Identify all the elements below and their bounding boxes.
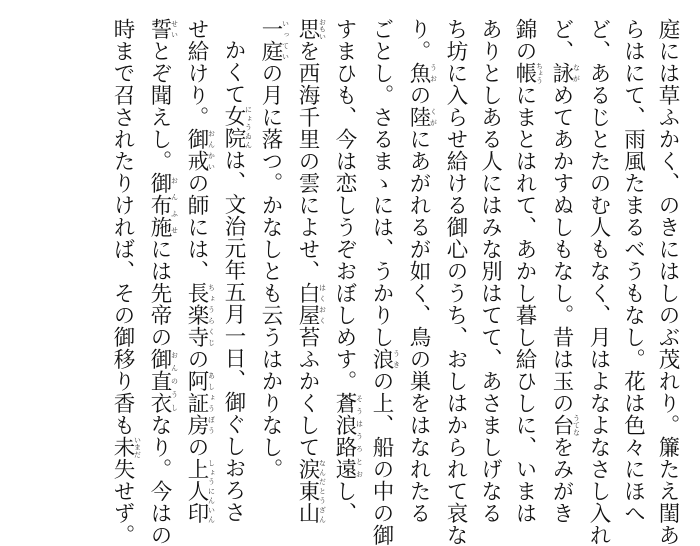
furigana-reading: うお — [429, 62, 438, 84]
text-column — [472, 18, 507, 524]
text-run: の師には、 — [184, 172, 209, 282]
ruby-base-text: 阿証房 — [184, 370, 209, 436]
text-run: 失せず。 — [110, 458, 135, 546]
furigana-reading: なんだとうざん — [318, 458, 327, 524]
ruby-base-text: 上人印 — [184, 458, 209, 524]
ruby-annotated-word — [258, 18, 290, 62]
ruby-annotated-word — [369, 348, 401, 370]
text-run: をみがき — [549, 436, 574, 524]
ruby-base-text: 詠 — [549, 62, 574, 84]
text-run: ち坊に入らせ給ける御心のうち、おしはかられて哀な — [443, 18, 468, 546]
ruby-annotated-word — [406, 106, 438, 128]
ruby-base-text: 思 — [295, 18, 320, 40]
ruby-annotated-word — [512, 62, 544, 84]
ruby-annotated-word — [147, 348, 179, 414]
text-column — [142, 18, 179, 546]
ruby-base-text: 浪 — [369, 348, 394, 370]
ruby-base-text: 陸 — [406, 106, 431, 128]
vertical-text-body — [16, 18, 684, 546]
ruby-annotated-word — [295, 282, 327, 326]
text-column — [216, 18, 253, 523]
text-column — [650, 18, 685, 546]
furigana-reading: ちょうらくじ — [207, 282, 216, 348]
text-column — [253, 18, 290, 482]
text-column — [327, 18, 364, 524]
text-run: 時まで召されたりければ、その御移り香も — [110, 18, 135, 436]
ruby-base-text: 白屋 — [295, 282, 320, 326]
ruby-base-text: 誓 — [147, 18, 172, 40]
ruby-base-text: 涙東山 — [295, 458, 320, 524]
ruby-annotated-word — [221, 105, 253, 149]
furigana-reading: はくおく — [318, 282, 327, 326]
text-run: ど、 — [549, 18, 574, 62]
furigana-reading: うてな — [572, 414, 581, 436]
ruby-annotated-word — [184, 282, 216, 348]
text-run: ありとしある人にはみな別はてて、あさましげなる — [477, 18, 503, 524]
text-run: なり。今はの — [147, 414, 172, 546]
text-run: とぞ聞えし。 — [147, 40, 172, 172]
text-column — [290, 18, 327, 524]
text-run: には先帝の — [147, 238, 172, 348]
ruby-annotated-word — [295, 458, 327, 524]
text-column — [364, 18, 401, 546]
text-run: ど、あるじとたのむ人もなく、月はよなよなさし入れ — [586, 18, 611, 546]
text-run: めてあかすぬしもなし。昔は玉の — [549, 84, 574, 414]
furigana-reading: そうはうろとお — [355, 392, 364, 480]
text-run: の上、船の中の御 — [369, 370, 394, 546]
text-run: かくて — [221, 39, 246, 105]
furigana-reading: くが — [429, 106, 438, 128]
ruby-annotated-word — [184, 370, 216, 436]
text-column — [105, 18, 142, 546]
text-run: し、 — [332, 480, 357, 524]
ruby-base-text: 台 — [549, 414, 574, 436]
ruby-base-text: 帳 — [512, 62, 537, 84]
text-run: の月に落つ。かなしとも云うはかりなし。 — [258, 62, 283, 480]
furigana-reading: おんふせ — [170, 172, 179, 238]
text-run: り。 — [406, 18, 431, 62]
text-column — [438, 18, 473, 546]
text-run: を西海千里の雲によせ、 — [295, 40, 320, 282]
text-run: の — [184, 348, 209, 370]
furigana-reading: しょうにんいん — [207, 458, 216, 524]
ruby-annotated-word — [295, 18, 327, 40]
ruby-annotated-word — [184, 128, 216, 172]
ruby-base-text: 長楽寺 — [184, 282, 209, 348]
ruby-annotated-word — [147, 18, 179, 40]
text-run: は、文治元年五月一日、御ぐしおろさ — [221, 149, 246, 523]
text-run: にまとはれて、あかし暮し給ひしに、いまは — [512, 84, 537, 524]
text-run: すまひも、今は恋しうぞおぼしめす。 — [332, 18, 357, 392]
ruby-annotated-word — [184, 458, 216, 524]
text-run: にあがれるが如く、鳥の巣をはなれたる — [406, 128, 431, 524]
text-column — [507, 18, 544, 524]
ruby-annotated-word — [332, 392, 364, 480]
ruby-base-text: 御直衣 — [147, 348, 172, 414]
furigana-reading: ちょう — [535, 62, 544, 84]
furigana-reading: せい — [170, 18, 179, 40]
furigana-reading: にょうゐん — [244, 105, 253, 149]
ruby-base-text: 女院 — [221, 105, 246, 149]
ruby-annotated-word — [549, 414, 581, 436]
text-run: ごとし。さるまゝには、うかりし — [369, 18, 394, 348]
text-column — [401, 18, 438, 524]
ruby-annotated-word — [549, 62, 581, 84]
ruby-base-text: 一庭 — [258, 18, 283, 62]
text-column — [615, 18, 650, 524]
furigana-reading: あしょうぼう — [207, 370, 216, 436]
text-column — [544, 18, 581, 524]
furigana-reading: おもい — [318, 18, 327, 40]
text-run: 苔ふかくして — [295, 326, 320, 458]
text-run: せ給けり。 — [184, 18, 209, 128]
furigana-reading: いってい — [281, 18, 290, 62]
ruby-base-text: 蒼浪路遠 — [332, 392, 357, 480]
ruby-base-text: 御布施 — [147, 172, 172, 238]
text-run: 錦の — [512, 18, 537, 62]
furigana-reading: なが — [572, 62, 581, 84]
furigana-reading: うき — [392, 348, 401, 370]
text-run: 庭には草ふかく、のきにはしのぶ茂れり。簾たえ閨あ — [655, 18, 680, 546]
ruby-annotated-word — [110, 436, 142, 458]
text-run: の — [406, 84, 431, 106]
text-run: の — [184, 436, 209, 458]
furigana-reading: いまだ — [133, 436, 142, 458]
text-column — [581, 18, 616, 546]
ruby-base-text: 未 — [110, 436, 135, 458]
text-run: らはにて、雨風たまるべうもなし。花は色々にほへ — [620, 18, 646, 524]
ruby-base-text: 魚 — [406, 62, 431, 84]
ruby-annotated-word — [406, 62, 438, 84]
furigana-reading: おんのうし — [170, 348, 179, 414]
furigana-reading: おんかい — [207, 128, 216, 172]
text-column — [179, 18, 216, 524]
ruby-base-text: 御戒 — [184, 128, 209, 172]
ruby-annotated-word — [147, 172, 179, 238]
